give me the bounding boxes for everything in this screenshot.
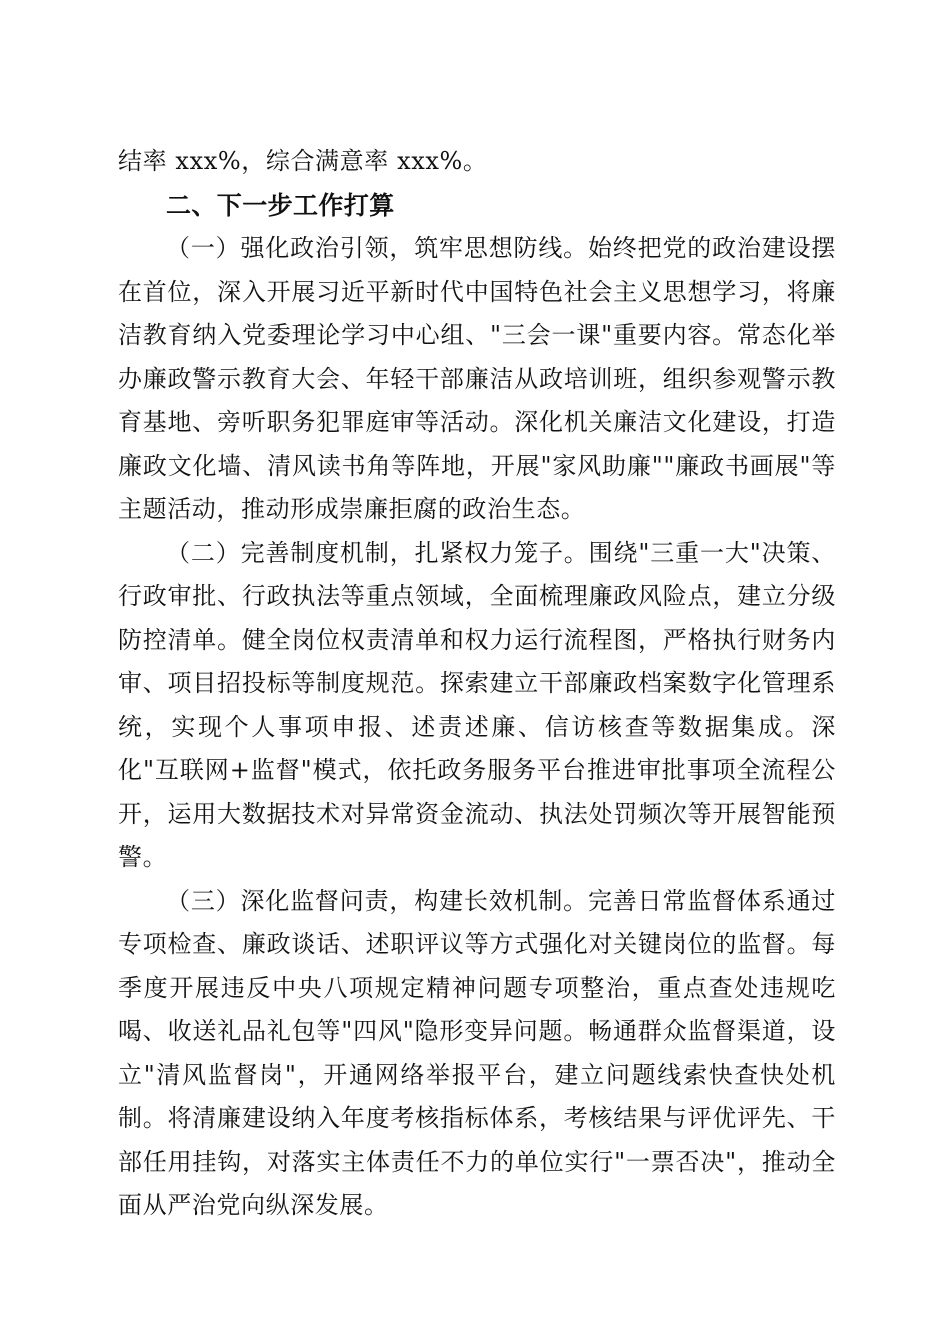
paragraph-2: （二）完善制度机制，扎紧权力笼子。围绕"三重一大"决策、行政审批、行政执法等重点领域，全面梳理廉政风险点，建立分级防控清单。健全岗位权责清单和权力运行流程图，严格执行财务内审、项目招投标等制度规范。探索建立干部廉政档案数字化管理系统，实现个人事项申报、述责述廉、信访核查等数据集成。深化"互联网+监督"模式，依托政务服务平台推进审批事项全流程公开，运用大数据技术对异常资金流动、执法处罚频次等开展智能预警。 bbox=[118, 538, 836, 871]
document-body bbox=[118, 140, 836, 1228]
paragraph-1: （一）强化政治引领，筑牢思想防线。始终把党的政治建设摆在首位，深入开展习近平新时代中国特色社会主义思想学习，将廉洁教育纳入党委理论学习中心组、"三会一课"重要内容。常态化举办廉政警示教育大会、年轻干部廉洁从政培训班，组织参观警示教育基地、旁听职务犯罪庭审等活动。深化机关廉洁文化建设，打造廉政文化墙、清风读书角等阵地，开展"家风助廉""廉政书画展"等主题活动，推动形成崇廉拒腐的政治生态。 bbox=[118, 234, 836, 523]
continuation-line: 结率 xxx%，综合满意率 xxx%。 bbox=[118, 147, 488, 175]
section-heading: 二、下一步工作打算 bbox=[166, 190, 395, 220]
paragraph-3: （三）深化监督问责，构建长效机制。完善日常监督体系通过专项检查、廉政谈话、述职评议等方式强化对关键岗位的监督。每季度开展违反中央八项规定精神问题专项整治，重点查处违规吃喝、收送礼品礼包等"四风"隐形变异问题。畅通群众监督渠道，设立"清风监督岗"，开通网络举报平台，建立问题线索快查快处机制。将清廉建设纳入年度考核指标体系，考核结果与评优评先、干部任用挂钩，对落实主体责任不力的单位实行"一票否决"，推动全面从严治党向纵深发展。 bbox=[118, 886, 836, 1219]
